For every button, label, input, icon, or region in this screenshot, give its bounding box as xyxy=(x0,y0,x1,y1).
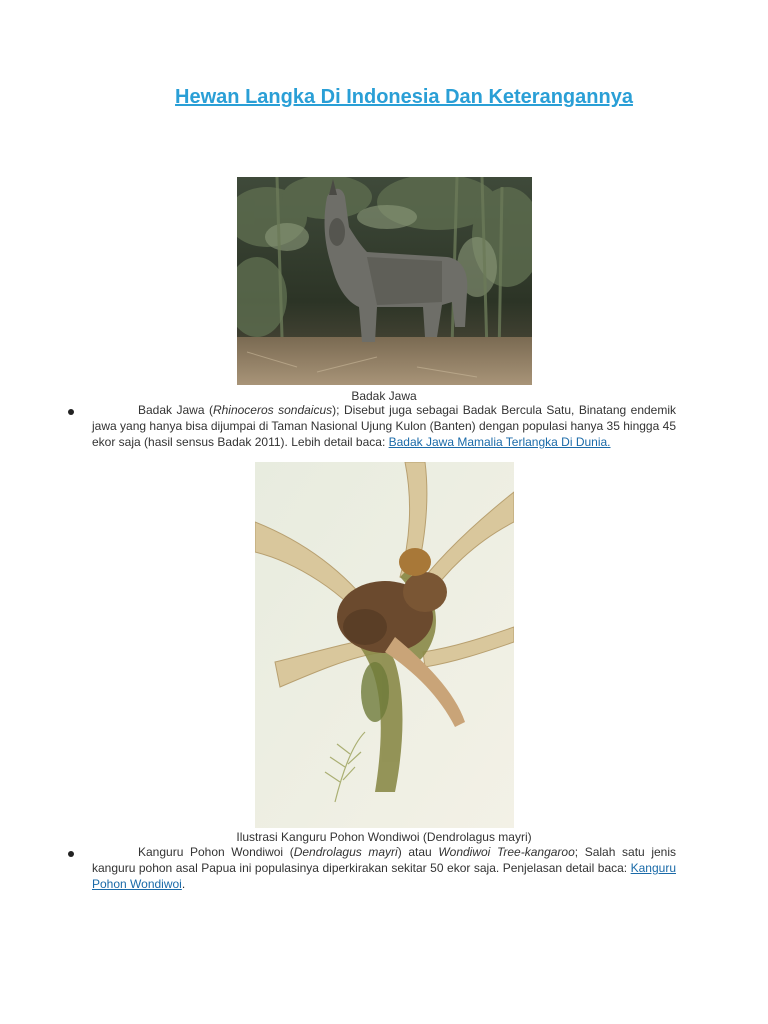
entry-text-connector: ) atau xyxy=(397,845,439,859)
list-item xyxy=(92,402,676,450)
figure-caption: Ilustrasi Kanguru Pohon Wondiwoi (Dendrolagus mayri) xyxy=(236,830,532,844)
read-more-link[interactable]: Kanguru Pohon Wondiwoi xyxy=(92,861,676,891)
entry-text-body: ); Disebut juga sebagai Badak Bercula Satu, Binatang endemik jawa yang hanya bisa dijumpai di Taman Nasional Ujung Kulon (Banten) dengan populasi hanya 35 hingga 45 ekor saja (hasil sensus Badak 2011). Lebih detail baca: xyxy=(92,403,677,449)
rhino-photo xyxy=(237,177,532,385)
tree-kangaroo-illustration xyxy=(255,462,514,828)
bullet-icon xyxy=(68,409,74,415)
figure-caption: Badak Jawa xyxy=(351,389,417,403)
article-title[interactable]: Hewan Langka Di Indonesia Dan Keterangannya xyxy=(175,86,633,108)
tree-kangaroo-graphic xyxy=(255,462,514,828)
entry-text-start: Kanguru Pohon Wondiwoi ( xyxy=(138,845,294,859)
scientific-name: Rhinoceros sondaicus xyxy=(212,403,333,417)
entry-text-start: Badak Jawa ( xyxy=(138,403,213,417)
rhino-photo-graphic xyxy=(237,177,532,385)
read-more-link[interactable]: Badak Jawa Mamalia Terlangka Di Dunia. xyxy=(388,435,611,449)
bullet-icon xyxy=(68,851,74,857)
scientific-name: Dendrolagus mayri xyxy=(293,845,398,859)
entry-text-end: . xyxy=(181,877,186,891)
list-item xyxy=(92,844,676,892)
entry-text-body: ; Salah satu jenis kanguru pohon asal Papua ini populasinya diperkirakan sekitar 50 ekor saja. Penjelasan detail baca: xyxy=(92,845,676,875)
alternate-name: Wondiwoi Tree-kangaroo xyxy=(438,845,575,859)
